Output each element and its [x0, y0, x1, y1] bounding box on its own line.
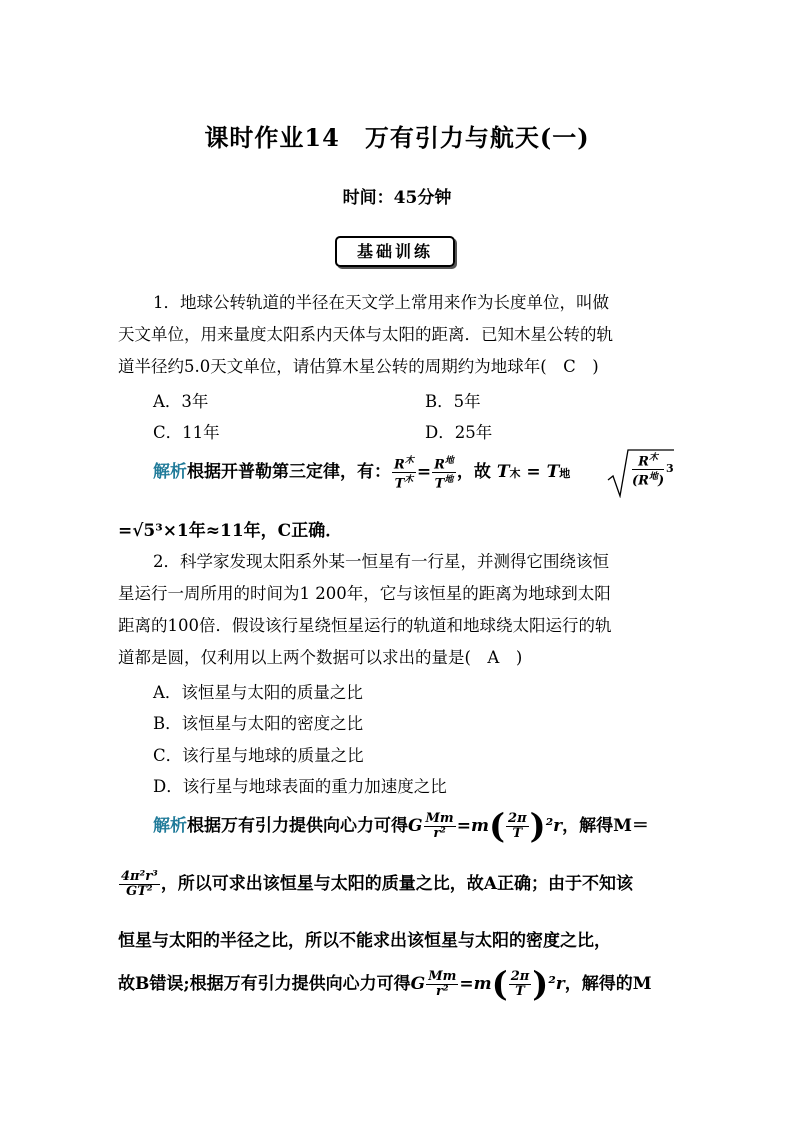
q2-option-c: C．该行星与地球的质量之比: [153, 746, 364, 765]
q2-sq-r-2: ²r: [548, 974, 565, 994]
q2-paren-close-2: ): [532, 964, 549, 1005]
q2-twopi-fraction-1: [506, 812, 529, 841]
q1-f2-den-sub: 地: [444, 475, 454, 485]
q1-f1-num-sub: 木: [404, 455, 414, 466]
q2-mm-den-2: r²: [435, 984, 449, 999]
q1-analysis: [153, 452, 570, 492]
q2-twopi-den-1: T: [512, 826, 523, 841]
q1-line-2: 天文单位，用来量度太阳系内天体与太阳的距离．已知木星公转的轨: [118, 325, 613, 344]
q1-equals-2: =: [526, 462, 541, 482]
q1-equals: =: [416, 462, 432, 482]
q2-twopi-num-1: 2π: [508, 811, 527, 826]
q2-mass-num: 4π²r³: [121, 869, 158, 884]
q2-line-2: 星运行一周所用的时间为1 200年，它与该恒星的距离为地球到太阳: [118, 584, 611, 603]
q2-mm-fraction-2: [426, 970, 458, 999]
q2-twopi-den-2: T: [515, 984, 525, 999]
q1-line-3: 道半径约5.0天文单位，请估算木星公转的周期约为地球年( C ): [118, 357, 599, 376]
q2-mm-num-2: Mm: [428, 969, 457, 984]
time-limit: 时间：45分钟: [342, 188, 452, 208]
q1-result: =√5³×1年≈11年，C正确．: [118, 521, 343, 541]
q2-sq-r-1: ²r: [545, 816, 563, 836]
q2-line-1: 2．科学家发现太阳系外某一恒星有一行星，并测得它围绕该恒: [153, 552, 609, 571]
section-heading: 基础训练: [335, 236, 455, 267]
page-title: 课时作业14 万有引力与航天(一): [204, 123, 590, 152]
q2-line-3: 距离的100倍．假设该行星绕恒星运行的轨道和地球绕太阳运行的轨: [118, 616, 612, 635]
q2-equals-2: =: [459, 974, 474, 994]
q1-in-den-r: R: [638, 473, 649, 489]
q1-f1-den-sub: 木: [404, 475, 414, 485]
q1-therefore: ，故: [456, 462, 491, 482]
q1-f2-num-r: R: [434, 457, 445, 472]
q2-paren-close-1: ): [529, 806, 546, 847]
q2-analysis-text-1: 根据万有引力提供向心力可得: [187, 816, 408, 836]
q2-option-b: B．该恒星与太阳的密度之比: [153, 714, 364, 733]
q1-f1-den-t: T: [394, 476, 405, 492]
q1-analysis-text: 根据开普勒第三定律，有：: [187, 462, 391, 482]
q1-sqrt-inner: $R^木$ $(R^地)$: [632, 453, 665, 489]
q1-f2-den-t: T: [434, 476, 445, 492]
q2-paren-1: (: [488, 806, 506, 847]
q2-analysis-end-4: ，解得的M: [564, 974, 652, 994]
q1-t-mu-sub: 木: [509, 467, 521, 480]
q1-sqrt-exponent: 3: [666, 462, 674, 475]
q1-analysis-label: 解析: [153, 462, 187, 482]
q2-analysis-line-4: [118, 964, 652, 1004]
q1-in-den-sub: 地: [648, 472, 658, 483]
q2-analysis-text-4: 故B错误;根据万有引力提供向心力可得: [118, 974, 411, 994]
q2-line-4: 道都是圆，仅利用以上两个数据可以求出的量是( A ): [118, 648, 523, 667]
q2-g-1: G: [408, 816, 423, 836]
q1-fraction-2: [432, 454, 456, 492]
q2-twopi-num-2: 2π: [510, 969, 530, 984]
q1-in-num-sub: 木: [648, 453, 658, 463]
q2-twopi-fraction-2: [509, 970, 532, 999]
q1-f2-num-sub: 地: [444, 455, 454, 466]
q2-mm-num-1: Mm: [425, 811, 454, 826]
q1-in-num-r: R: [638, 454, 649, 470]
q1-t-di: T: [546, 462, 560, 482]
q2-mm-den-1: r²: [433, 826, 446, 841]
q2-option-d: D．该行星与地球表面的重力加速度之比: [153, 777, 447, 796]
q2-analysis-line-3: 恒星与太阳的半径之比，所以不能求出该恒星与太阳的密度之比，: [118, 931, 611, 951]
q2-equals-1: =: [456, 816, 471, 836]
q1-fraction-1: [392, 454, 416, 492]
q1-t-di-sub: 地: [559, 467, 571, 480]
q2-mass-den: GT²: [126, 884, 153, 899]
q2-analysis-line-1: [153, 806, 649, 846]
q1-option-d: D．25年: [425, 423, 493, 442]
q2-analysis-text-2: ，所以可求出该恒星与太阳的质量之比，故A正确；由于不知该: [160, 874, 634, 894]
q2-mm-fraction-1: [424, 812, 456, 841]
q2-paren-2: (: [491, 964, 508, 1005]
q2-g-2: G: [410, 974, 426, 994]
q2-analysis-label: 解析: [153, 816, 187, 836]
q1-option-b: B．5年: [425, 392, 481, 411]
q2-m-2: m: [473, 974, 492, 994]
q2-option-a: A．该恒星与太阳的质量之比: [153, 683, 363, 702]
q1-f1-num-r: R: [394, 457, 405, 472]
q1-line-1: 1．地球公转轨道的半径在天文学上常用来作为长度单位，叫做: [153, 293, 609, 312]
q2-analysis-end-1: ，解得M＝: [562, 816, 649, 836]
q1-t-mu: T: [496, 462, 510, 482]
q2-analysis-line-2: [118, 862, 633, 906]
q2-mass-fraction: [119, 870, 160, 899]
q1-option-c: C．11年: [153, 423, 220, 442]
q1-option-a: A．3年: [153, 392, 209, 411]
q2-m-1: m: [470, 816, 489, 836]
